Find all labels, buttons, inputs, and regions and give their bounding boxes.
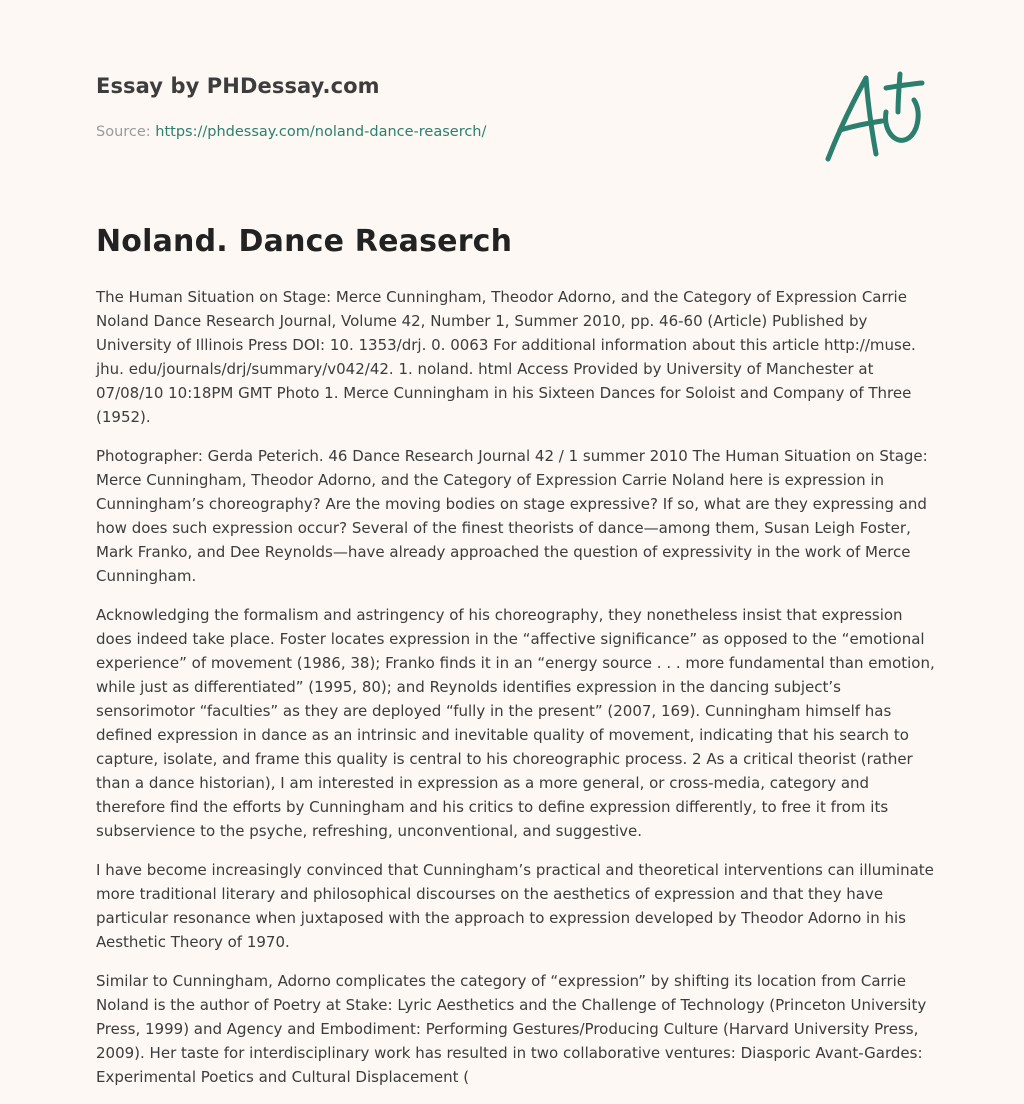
paragraph-3: Acknowledging the formalism and astringency of his choreography, they nonetheless insist that expression does indeed take place. Foster locates expression in the “affective significance” as opposed to the “emotional experience” of movement (1986, 38); Franko finds it in an “energy source . . . more fundamental than emotion, while just as differentiated” (1995, 80); and Reynolds identifies expression in the dancing subject’s sensorimotor “faculties” as they are deployed “fully in the present” (2007, 169). Cunningham himself has defined expression in dance as an intrinsic and inevitable quality of movement, indicating that his search to capture, isolate, and frame this quality is central to his choreographic process. 2 As a critical theorist (rather than a dance historian), I am interested in expression as a more general, or cross-media, category and therefore find the efforts by Cunningham and his critics to define expression differently, to free it from its subservience to the psyche, refreshing, unconventional, and suggestive. [96,606,935,840]
site-brand: Essay by PHDessay.com [96,74,380,98]
article-body [96,285,936,1104]
paragraph-1: The Human Situation on Stage: Merce Cunningham, Theodor Adorno, and the Category of Expression Carrie Noland Dance Research Journal, Volume 42, Number 1, Summer 2010, pp. 46-60 (Article) Published by University of Illinois Press DOI: 10. 1353/drj. 0. 0063 For additional information about this article http://muse. jhu. edu/journals/drj/summary/v042/42. 1. noland. html Access Provided by University of Manchester at 07/08/10 10:18PM GMT Photo 1. Merce Cunningham in his Sixteen Dances for Soloist and Company of Three (1952). [96,288,916,426]
source-link[interactable]: https://phdessay.com/noland-dance-reaserch/ [155,124,487,140]
source-label: Source: [96,124,156,140]
paragraph-5: Similar to Cunningham, Adorno complicates the category of “expression” by shifting its location from Carrie Noland is the author of Poetry at Stake: Lyric Aesthetics and the Challenge of Technology (Princeton University Press, 1999) and Agency and Embodiment: Performing Gestures/Producing Culture (Harvard University Press, 2009). Her taste for interdisciplinary work has resulted in two collaborative ventures: Diasporic Avant-Gardes: Experimental Poetics and Cultural Displacement ( [96,972,927,1086]
page-title: Noland. Dance Reaserch [96,224,513,259]
paragraph-4: I have become increasingly convinced that Cunningham’s practical and theoretical interventions can illuminate more traditional literary and philosophical discourses on the aesthetics of expression and that they have particular resonance when juxtaposed with the approach to expression developed by Theodor Adorno in his Aesthetic Theory of 1970. [96,861,934,951]
source-line [96,124,486,140]
a-plus-logo-icon [820,66,928,166]
paragraph-2: Photographer: Gerda Peterich. 46 Dance Research Journal 42 / 1 summer 2010 The Human Situation on Stage: Merce Cunningham, Theodor Adorno, and the Category of Expression Carrie Noland here is expression in Cunningham’s choreography? Are the moving bodies on stage expressive? If so, what are they expressing and how does such expression occur? Several of the finest theorists of dance—among them, Susan Leigh Foster, Mark Franko, and Dee Reynolds—have already approached the question of expressivity in the work of Merce Cunningham. [96,447,928,585]
